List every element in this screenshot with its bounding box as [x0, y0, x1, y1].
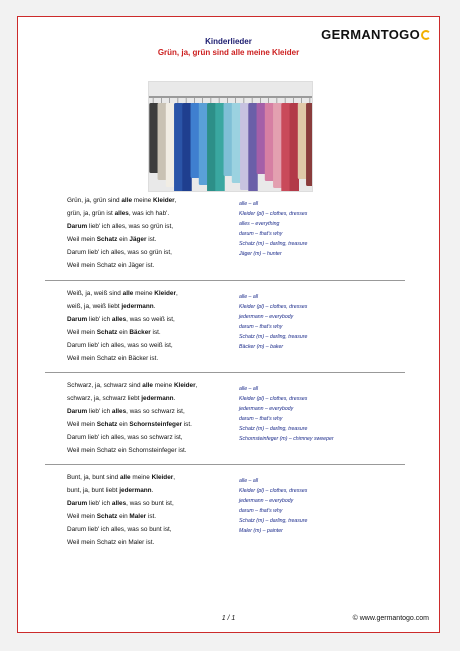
garment [290, 103, 299, 192]
vocabulary-item: Schatz (m) – darling, treasure [239, 518, 308, 524]
lyric-bold-word: Darum [67, 408, 88, 415]
page-number: 1 / 1 [221, 615, 236, 622]
verse-lyrics [67, 471, 252, 549]
lyric-line [67, 497, 252, 510]
lyric-line [67, 233, 252, 246]
lyric-text: ist. [146, 236, 157, 243]
lyric-line [67, 484, 252, 497]
lyric-bold-word: alles [114, 210, 129, 217]
vocabulary-item: alle – all [239, 478, 259, 484]
garment [191, 103, 200, 178]
lyric-text: . [153, 303, 156, 310]
lyric-line [67, 313, 252, 326]
lyric-text: Grün, ja, grün sind [67, 197, 122, 204]
vocabulary-item: alle – all [239, 201, 259, 207]
garment [265, 103, 274, 181]
lyric-line [67, 405, 252, 418]
lyric-text: lieb' ich [87, 316, 112, 323]
lyric-line [67, 536, 252, 549]
lyric-text: Schwarz, ja, schwarz sind [67, 382, 143, 389]
garment [182, 103, 191, 192]
lyric-text: Weil mein Schatz ein Jäger ist. [67, 262, 155, 269]
lyric-line [67, 207, 252, 220]
vocabulary-item: Schatz (m) – darling, treasure [239, 334, 308, 340]
lyric-bold-word: Schatz [96, 421, 118, 428]
lyric-text: Weil mein Schatz ein Bäcker ist. [67, 355, 159, 362]
garment [149, 103, 158, 173]
lyric-line [67, 246, 252, 259]
lyric-text: , [173, 474, 176, 481]
lyric-text: , [195, 382, 198, 389]
lyric-text: Weil mein [67, 421, 97, 428]
lyric-bold-word: alle [121, 197, 133, 204]
lyric-text: schwarz, ja, schwarz liebt [67, 395, 142, 402]
vocabulary-list [239, 199, 409, 259]
lyric-text: lieb' ich [87, 500, 112, 507]
vocabulary-item: alles – everything [239, 221, 280, 227]
lyric-bold-word: Darum [67, 316, 88, 323]
vocabulary-list [239, 476, 409, 536]
lyric-text: , was so weiß ist, [126, 316, 175, 323]
lyric-text: Weil mein Schatz ein Schornsteinfeger ist. [67, 447, 187, 454]
lyric-text: Weiß, ja, weiß sind [67, 290, 123, 297]
vocabulary-item: alle – all [239, 386, 259, 392]
lyric-bold-word: Maler [129, 513, 147, 520]
garment [273, 103, 282, 188]
lyric-line [67, 444, 252, 457]
lyric-line [67, 339, 252, 352]
vocabulary-item: Schatz (m) – darling, treasure [239, 241, 308, 247]
lyric-text: . [173, 395, 176, 402]
vocabulary-item: darum – that's why [239, 416, 283, 422]
lyric-bold-word: alle [119, 474, 131, 481]
lyric-text: Darum lieb' ich alles, was so bunt ist, [67, 526, 172, 533]
lyric-bold-word: Kleider [154, 290, 176, 297]
lyric-bold-word: alles [111, 500, 127, 507]
lyric-bold-word: Schatz [96, 236, 118, 243]
lyric-bold-word: alle [122, 290, 134, 297]
garment [215, 103, 224, 192]
lyric-line [67, 352, 252, 365]
lyric-bold-word: jedermann [121, 303, 154, 310]
lyric-text: . [151, 487, 154, 494]
lyric-line [67, 392, 252, 405]
lyric-line [67, 471, 252, 484]
lyric-text: ein [117, 513, 130, 520]
vocabulary-item: Schornsteinfeger (m) – chimney sweeper [239, 436, 334, 442]
garment [207, 103, 216, 192]
page-title: Kinderlieder [205, 37, 252, 46]
lyric-line [67, 418, 252, 431]
garment [158, 103, 167, 180]
vocabulary-item: Jäger (m) – hunter [239, 251, 282, 257]
vocabulary-list [239, 384, 409, 444]
garment [248, 103, 257, 192]
vocabulary-item: jedermann – everybody [239, 314, 294, 320]
lyric-bold-word: Kleider [173, 382, 196, 389]
garment [174, 103, 183, 192]
lyric-bold-word: alles [111, 408, 127, 415]
lyric-text: Darum lieb' ich alles, was so schwarz ist, [67, 434, 183, 441]
lyric-text: Weil mein Schatz ein Maler ist. [67, 539, 155, 546]
garment [199, 103, 208, 185]
garment [298, 103, 307, 179]
lyric-text: ein [117, 236, 130, 243]
lyric-line [67, 287, 252, 300]
vocabulary-item: Schatz (m) – darling, treasure [239, 426, 308, 432]
lyric-line [67, 431, 252, 444]
lyric-text: grün, ja, grün ist [67, 210, 115, 217]
clothes-rack-image [148, 81, 313, 192]
lyric-text: lieb' ich alles, was so grün ist, [87, 223, 174, 230]
lyric-text: meine [133, 290, 155, 297]
lyric-line [67, 326, 252, 339]
garment [240, 103, 249, 190]
footer-url[interactable]: © www.germantogo.com [352, 615, 429, 622]
garment [232, 103, 241, 183]
lyric-text: ist. [150, 329, 161, 336]
clothes-rack-illustration [149, 82, 313, 192]
vocabulary-item: Bäcker (m) – baker [239, 344, 284, 350]
logo-text: GERMANTOGO [321, 27, 420, 42]
lyric-text: ein [117, 421, 130, 428]
lyric-text: bunt, ja, bunt liebt [67, 487, 120, 494]
lyric-text: Weil mein [67, 329, 97, 336]
lyric-text: meine [130, 474, 152, 481]
lyric-text: , was so schwarz ist, [126, 408, 185, 415]
lyric-bold-word: alle [142, 382, 153, 389]
lyric-bold-word: Kleider [153, 197, 175, 204]
lyric-text: Darum lieb' ich alles, was so weiß ist, [67, 342, 173, 349]
verse-lyrics [67, 194, 252, 272]
lyric-text: meine [132, 197, 153, 204]
lyric-line [67, 194, 252, 207]
vocabulary-item: Maler (m) – painter [239, 528, 283, 534]
lyric-text: Weil mein [67, 236, 97, 243]
vocabulary-item: jedermann – everybody [239, 498, 294, 504]
lyric-text: Weil mein [67, 513, 97, 520]
garment [166, 103, 175, 187]
lyric-text: Bunt, ja, bunt sind [67, 474, 120, 481]
vocabulary-item: darum – that's why [239, 324, 283, 330]
vocabulary-list [239, 292, 409, 352]
lyric-bold-word: Jäger [129, 236, 147, 243]
lyric-text: ist. [181, 421, 192, 428]
vocabulary-item: Kleider (pl) – clothes, dresses [239, 211, 308, 217]
section-divider [45, 280, 405, 281]
section-divider [45, 464, 405, 465]
lyric-bold-word: Darum [67, 223, 88, 230]
section-divider [45, 372, 405, 373]
lyric-line [67, 300, 252, 313]
lyric-line [67, 220, 252, 233]
verse-lyrics [67, 379, 252, 457]
lyric-bold-word: Schatz [96, 329, 118, 336]
lyric-bold-word: jedermann [119, 487, 152, 494]
vocabulary-item: darum – that's why [239, 231, 283, 237]
vocabulary-item: Kleider (pl) – clothes, dresses [239, 304, 308, 310]
lyric-text: , was so bunt ist, [126, 500, 174, 507]
lyric-bold-word: alles [111, 316, 127, 323]
lyric-line [67, 510, 252, 523]
lyric-bold-word: Schornsteinfeger [129, 421, 182, 428]
lyric-text: , [175, 290, 178, 297]
vocabulary-item: Kleider (pl) – clothes, dresses [239, 488, 308, 494]
vocabulary-item: darum – that's why [239, 508, 283, 514]
lyric-text: ist. [146, 513, 157, 520]
garment [306, 103, 313, 186]
worksheet-page [17, 16, 440, 633]
garment [257, 103, 266, 174]
lyric-bold-word: Darum [67, 500, 88, 507]
lyric-text: Darum lieb' ich alles, was so grün ist, [67, 249, 172, 256]
lyric-bold-word: Bäcker [129, 329, 151, 336]
lyric-line [67, 259, 252, 272]
lyric-text: ein [117, 329, 130, 336]
garment [281, 103, 290, 192]
verse-lyrics [67, 287, 252, 365]
lyric-text: , was ich hab'. [128, 210, 170, 217]
lyric-bold-word: Schatz [96, 513, 118, 520]
lyric-text: lieb' ich [87, 408, 112, 415]
lyric-bold-word: jedermann [141, 395, 174, 402]
lyric-bold-word: Kleider [151, 474, 174, 481]
vocabulary-item: Kleider (pl) – clothes, dresses [239, 396, 308, 402]
vocabulary-item: jedermann – everybody [239, 406, 294, 412]
lyric-text: , [174, 197, 177, 204]
lyric-text: meine [152, 382, 174, 389]
lyric-line [67, 379, 252, 392]
garment [224, 103, 233, 176]
song-title: Grün, ja, grün sind alle meine Kleider [157, 48, 300, 57]
lyric-text: weiß, ja, weiß liebt [67, 303, 122, 310]
lyric-line [67, 523, 252, 536]
vocabulary-item: alle – all [239, 294, 259, 300]
